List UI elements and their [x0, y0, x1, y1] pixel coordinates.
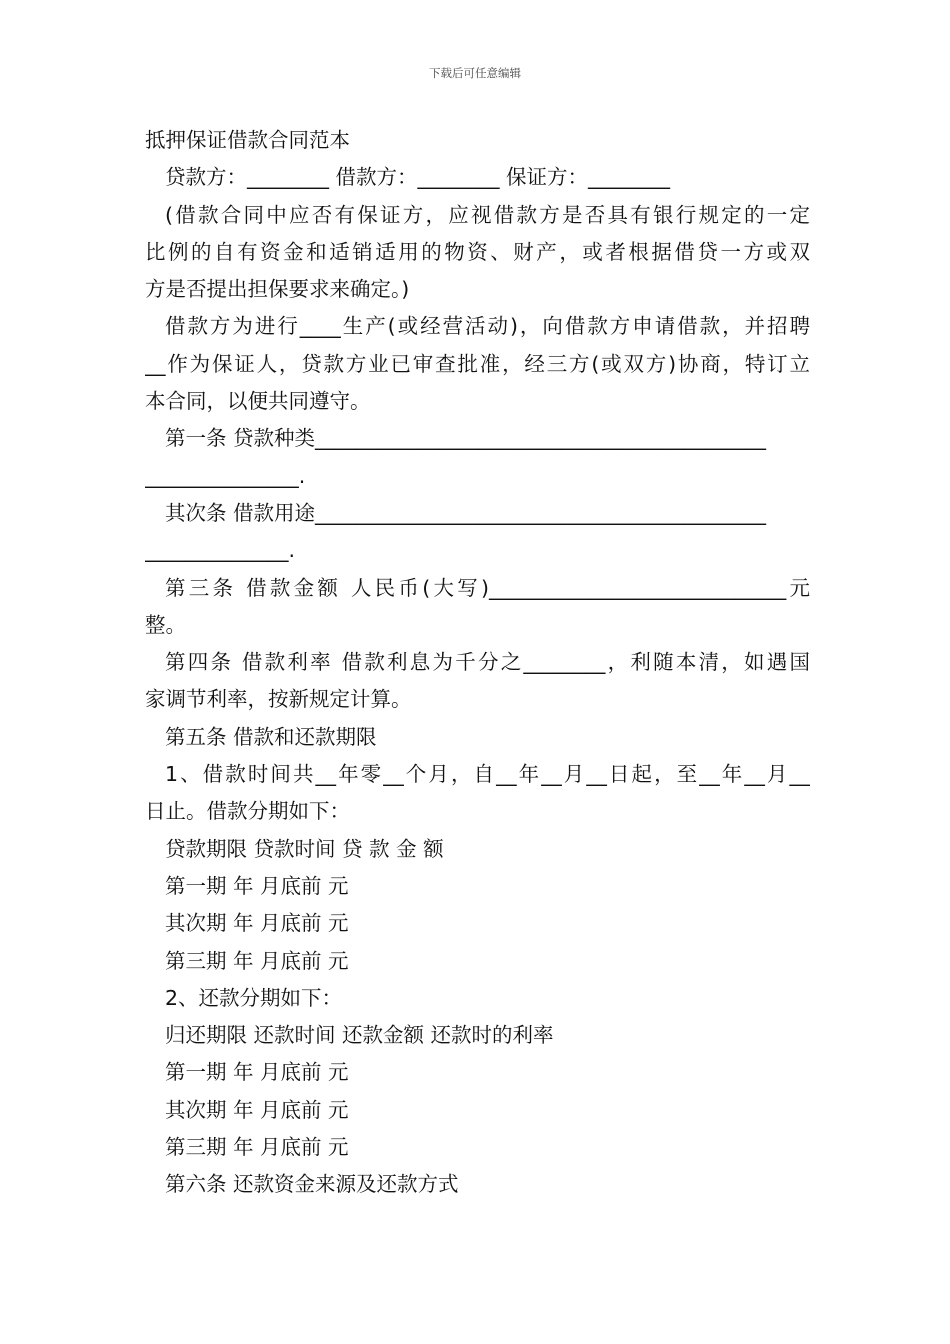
- text-line: 第三期 年 月底前 元: [165, 948, 349, 973]
- text-line: 贷款方：________ 借款方：________ 保证方：________: [165, 165, 671, 190]
- text-line: 日止。借款分期如下：: [145, 799, 350, 824]
- text-line: 第三期 年 月底前 元: [165, 1135, 349, 1160]
- document-body: [145, 122, 810, 1204]
- text-line: _______________.: [145, 463, 306, 488]
- text-line: (借款合同中应否有保证方，应视借款方是否具有银行规定的一定: [165, 202, 810, 227]
- text-line: 整。: [145, 612, 186, 637]
- text-line: 方是否提出担保要求来确定。): [145, 277, 410, 302]
- text-line: 第一期 年 月底前 元: [165, 873, 349, 898]
- text-line: 其次期 年 月底前 元: [165, 911, 349, 936]
- text-line: 第四条 借款利率 借款利息为千分之________，利随本清，如遇国: [165, 650, 810, 675]
- text-line: 第一期 年 月底前 元: [165, 1060, 349, 1085]
- text-line: 第三条 借款金额 人民币(大写)_____________________________元: [165, 575, 810, 600]
- text-line: 本合同，以便共同遵守。: [145, 389, 371, 414]
- text-line: 1、借款时间共__年零__个月，自__年__月__日起，至__年__月__: [165, 762, 810, 787]
- text-line: 其次条 借款用途____________________________________________: [165, 500, 767, 525]
- text-line: 贷款期限 贷款时间 贷 款 金 额: [165, 836, 444, 861]
- text-line: 家调节利率，按新规定计算。: [145, 687, 412, 712]
- text-line: __作为保证人，贷款方业已审查批准，经三方(或双方)协商，特订立: [145, 351, 810, 376]
- text-line: 2、还款分期如下：: [165, 985, 343, 1010]
- text-line: 第一条 贷款种类____________________________________________: [165, 426, 767, 451]
- page-header: 下载后可任意编辑: [429, 66, 521, 80]
- text-line: 其次期 年 月底前 元: [165, 1097, 349, 1122]
- text-line: 第五条 借款和还款期限: [165, 724, 377, 749]
- text-line: ______________.: [145, 538, 296, 563]
- document-lines: [145, 159, 810, 1203]
- text-line: 比例的自有资金和适销适用的物资、财产，或者根据借贷一方或双: [145, 239, 810, 264]
- document-title: 抵押保证借款合同范本: [145, 128, 350, 152]
- text-line: 第六条 还款资金来源及还款方式: [165, 1172, 459, 1197]
- text-line: 借款方为进行____生产(或经营活动)，向借款方申请借款，并招聘: [165, 314, 810, 339]
- text-line: 归还期限 还款时间 还款金额 还款时的利率: [165, 1023, 554, 1048]
